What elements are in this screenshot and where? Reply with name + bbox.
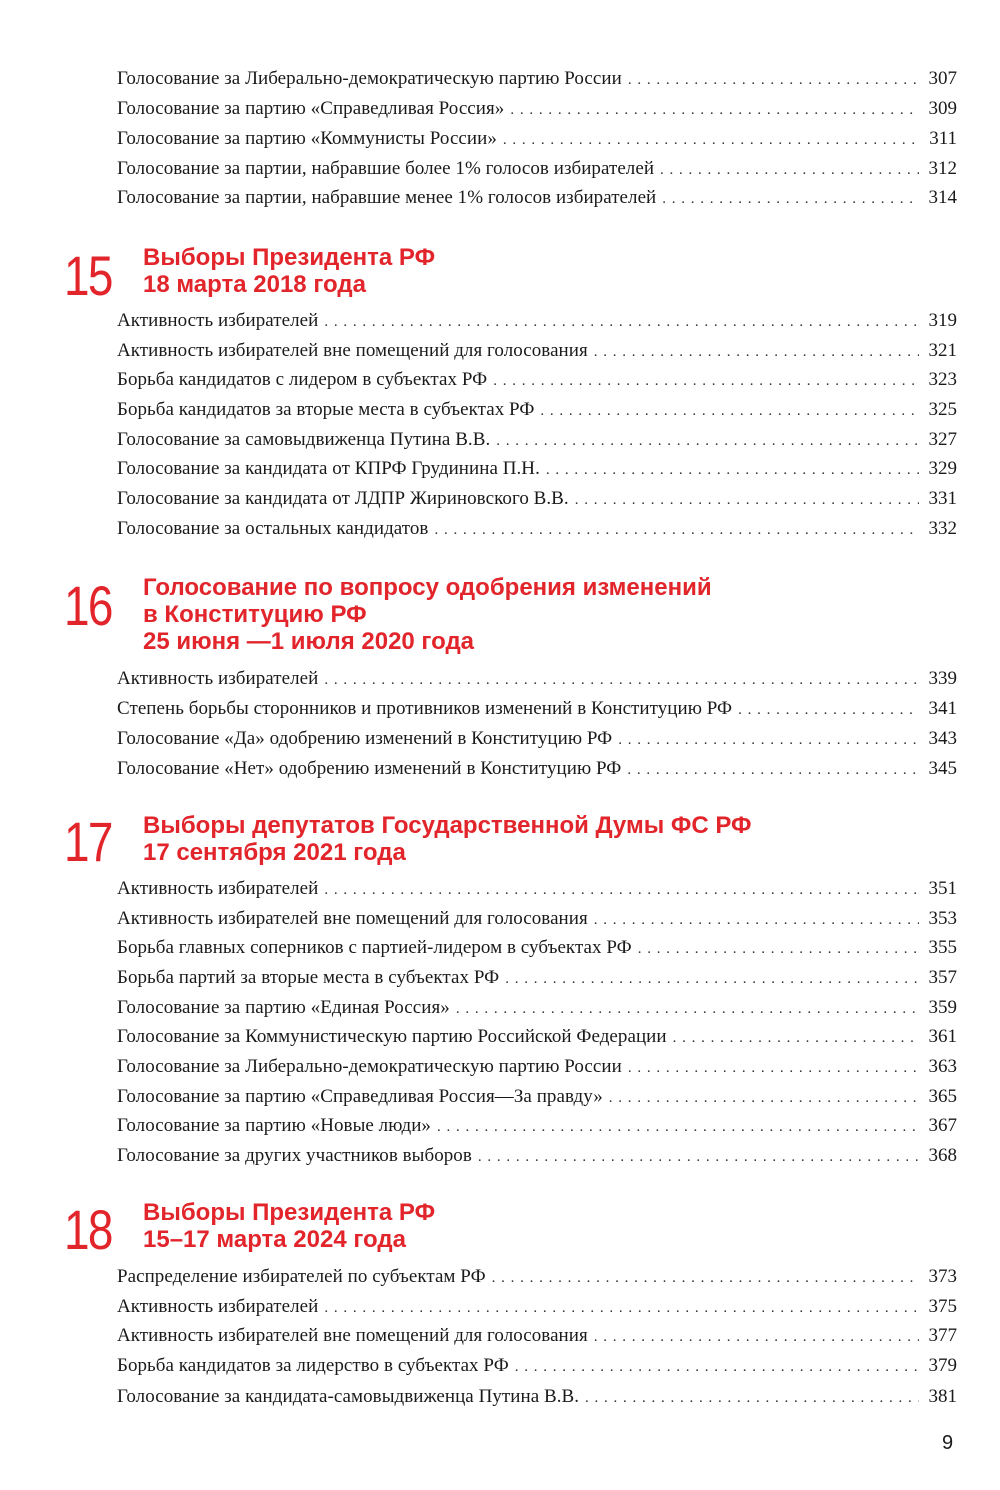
- toc-entry-page: 379: [928, 1355, 957, 1376]
- toc-entry[interactable]: [117, 365, 957, 395]
- toc-entry-title: Активность избирателей вне помещений для голосования: [117, 1325, 588, 1346]
- toc-entry-page: 329: [928, 458, 957, 479]
- toc-entry-title: Активность избирателей вне помещений для голосования: [117, 908, 588, 929]
- toc-entry-title: Голосование «Нет» одобрению изменений в Конституцию РФ: [117, 758, 622, 779]
- toc-entry-page: 373: [928, 1266, 957, 1287]
- toc-entry-title: Голосование за партию «Новые люди»: [117, 1115, 431, 1136]
- toc-entry[interactable]: [117, 1262, 957, 1292]
- toc-entry-page: 309: [928, 98, 957, 119]
- toc-entry[interactable]: [117, 724, 957, 754]
- toc-entry-title: Борьба главных соперников с партией-лидером в субъектах РФ: [117, 937, 632, 958]
- toc-entry-title: Степень борьбы сторонников и противников изменений в Конституцию РФ: [117, 698, 733, 719]
- dot-leader: [324, 665, 919, 695]
- toc-entry-title: Голосование за Коммунистическую партию Российской Федерации: [117, 1026, 667, 1047]
- dot-leader: [594, 1322, 919, 1352]
- dot-leader: [510, 95, 919, 125]
- toc-entry[interactable]: [117, 1292, 957, 1322]
- section-heading-line: Выборы Президента РФ: [143, 1199, 436, 1226]
- toc-entry-page: 314: [928, 187, 957, 208]
- dot-leader: [478, 1142, 919, 1172]
- section-heading: [143, 574, 712, 655]
- section-heading-line: Голосование по вопросу одобрения изменений: [143, 574, 712, 601]
- toc-entry[interactable]: [117, 1351, 957, 1381]
- toc-entry[interactable]: [117, 1141, 957, 1171]
- dot-leader: [434, 515, 919, 545]
- toc-entry-title: Голосование за партии, набравшие менее 1% голосов избирателей: [117, 187, 657, 208]
- dot-leader: [496, 426, 919, 456]
- toc-entry-title: Голосование за партию «Коммунисты России»: [117, 128, 497, 149]
- dot-leader: [628, 1053, 919, 1083]
- toc-entry-page: 375: [928, 1296, 957, 1317]
- toc-entry-title: Активность избирателей: [117, 668, 319, 689]
- dot-leader: [594, 905, 919, 935]
- dot-leader: [324, 1293, 919, 1323]
- section-heading-line: 25 июня —1 июля 2020 года: [143, 628, 475, 655]
- toc-entry-page: 367: [928, 1115, 957, 1136]
- dot-leader: [627, 755, 919, 785]
- toc-entry-title: Голосование за кандидата-самовыдвиженца Путина В.В.: [117, 1386, 580, 1407]
- toc-entry-page: 345: [928, 758, 957, 779]
- dot-leader: [503, 125, 919, 155]
- toc-entry-title: Голосование за самовыдвиженца Путина В.В.: [117, 429, 491, 450]
- toc-entry[interactable]: [117, 514, 957, 544]
- toc-entry-page: 368: [928, 1145, 957, 1166]
- dot-leader: [540, 396, 919, 426]
- toc-entry-page: 343: [928, 728, 957, 749]
- toc-entry[interactable]: [117, 1382, 957, 1412]
- toc-entry[interactable]: [117, 694, 957, 724]
- section-number: 17: [64, 810, 112, 873]
- toc-entry[interactable]: [117, 963, 957, 993]
- toc-entry-page: 361: [928, 1026, 957, 1047]
- dot-leader: [575, 485, 919, 515]
- toc-entry-page: 325: [928, 399, 957, 420]
- section-heading-line: 18 марта 2018 года: [143, 271, 366, 298]
- toc-entry-title: Голосование за партию «Справедливая Россия—За правду»: [117, 1086, 603, 1107]
- toc-entry-page: 353: [928, 908, 957, 929]
- toc-entry[interactable]: [117, 425, 957, 455]
- toc-entry[interactable]: [117, 1111, 957, 1141]
- toc-entry[interactable]: [117, 1052, 957, 1082]
- toc-entry[interactable]: [117, 124, 957, 154]
- toc-entry-page: 319: [928, 310, 957, 331]
- section-number: 18: [64, 1198, 112, 1261]
- toc-entry[interactable]: [117, 754, 957, 784]
- toc-entry-title: Голосование за Либерально-демократическую партию России: [117, 68, 622, 89]
- section-heading-line: 15–17 марта 2024 года: [143, 1226, 406, 1253]
- toc-entry[interactable]: [117, 874, 957, 904]
- toc-entry[interactable]: [117, 484, 957, 514]
- toc-entry-title: Борьба партий за вторые места в субъектах РФ: [117, 967, 500, 988]
- toc-entry[interactable]: [117, 336, 957, 366]
- toc-entry-page: 323: [928, 369, 957, 390]
- toc-entry-title: Голосование за кандидата от ЛДПР Жириновского В.В.: [117, 488, 569, 509]
- toc-entry-title: Активность избирателей: [117, 1296, 319, 1317]
- toc-entry-title: Голосование за других участников выборов: [117, 1145, 472, 1166]
- section-heading: [143, 244, 435, 298]
- toc-entry-title: Борьба кандидатов за вторые места в субъектах РФ: [117, 399, 535, 420]
- toc-entry-title: Голосование за Либерально-демократическую партию России: [117, 1056, 622, 1077]
- section-heading: [143, 1199, 435, 1253]
- dot-leader: [628, 65, 919, 95]
- dot-leader: [609, 1083, 919, 1113]
- toc-entry[interactable]: [117, 454, 957, 484]
- toc-entry-page: 311: [929, 128, 957, 149]
- toc-entry-page: 381: [928, 1386, 957, 1407]
- toc-entry-page: 355: [928, 937, 957, 958]
- toc-entry-page: 307: [928, 68, 957, 89]
- toc-entry-page: 351: [928, 878, 957, 899]
- toc-entry[interactable]: [117, 993, 957, 1023]
- toc-entry-title: Активность избирателей: [117, 878, 319, 899]
- section-number: 16: [64, 574, 112, 637]
- toc-entry[interactable]: [117, 306, 957, 336]
- dot-leader: [437, 1112, 919, 1142]
- dot-leader: [594, 337, 919, 367]
- section-heading-line: 17 сентября 2021 года: [143, 839, 406, 866]
- toc-entry-page: 359: [928, 997, 957, 1018]
- toc-entry[interactable]: [117, 395, 957, 425]
- toc-entry-title: Голосование за остальных кандидатов: [117, 518, 429, 539]
- toc-entry[interactable]: [117, 1022, 957, 1052]
- toc-entry[interactable]: [117, 183, 957, 213]
- toc-entry-page: 377: [928, 1325, 957, 1346]
- dot-leader: [618, 725, 919, 755]
- toc-entry-page: 327: [928, 429, 957, 450]
- dot-leader: [738, 695, 919, 725]
- page-number: 9: [942, 1432, 954, 1454]
- toc-entry[interactable]: [117, 1321, 957, 1351]
- toc-entry-title: Голосование за партию «Единая Россия»: [117, 997, 450, 1018]
- toc-entry-title: Голосование за кандидата от КПРФ Грудинина П.Н.: [117, 458, 540, 479]
- toc-entry-page: 365: [928, 1086, 957, 1107]
- dot-leader: [493, 366, 919, 396]
- toc-entry[interactable]: [117, 933, 957, 963]
- dot-leader: [585, 1383, 919, 1413]
- toc-entry-page: 357: [928, 967, 957, 988]
- dot-leader: [660, 155, 919, 185]
- dot-leader: [673, 1023, 919, 1053]
- section-heading-line: Выборы депутатов Государственной Думы ФС РФ: [143, 812, 752, 839]
- dot-leader: [546, 455, 919, 485]
- toc-entry-page: 321: [928, 340, 957, 361]
- toc-entry-title: Распределение избирателей по субъектам РФ: [117, 1266, 486, 1287]
- dot-leader: [324, 875, 919, 905]
- dot-leader: [638, 934, 919, 964]
- section-heading-line: в Конституцию РФ: [143, 601, 367, 628]
- toc-entry[interactable]: [117, 154, 957, 184]
- toc-entry-title: Голосование за партии, набравшие более 1% голосов избирателей: [117, 158, 655, 179]
- toc-entry-title: Активность избирателей вне помещений для голосования: [117, 340, 588, 361]
- dot-leader: [505, 964, 919, 994]
- toc-entry-page: 363: [928, 1056, 957, 1077]
- toc-entry-title: Голосование «Да» одобрению изменений в Конституцию РФ: [117, 728, 613, 749]
- toc-entry-page: 341: [928, 698, 957, 719]
- dot-leader: [492, 1263, 919, 1293]
- toc-entry-title: Борьба кандидатов за лидерство в субъектах РФ: [117, 1355, 509, 1376]
- toc-entry-title: Борьба кандидатов с лидером в субъектах РФ: [117, 369, 488, 390]
- toc-entry-page: 332: [928, 518, 957, 539]
- toc-entry[interactable]: [117, 1082, 957, 1112]
- section-number: 15: [64, 244, 112, 307]
- toc-entry-title: Голосование за партию «Справедливая Россия»: [117, 98, 505, 119]
- dot-leader: [456, 994, 919, 1024]
- toc-entry[interactable]: [117, 94, 957, 124]
- dot-leader: [324, 307, 919, 337]
- dot-leader: [662, 184, 919, 214]
- toc-entry-page: 339: [928, 668, 957, 689]
- toc-entry[interactable]: [117, 664, 957, 694]
- section-heading: [143, 812, 752, 866]
- dot-leader: [515, 1352, 919, 1382]
- toc-entry[interactable]: [117, 64, 957, 94]
- toc-entry[interactable]: [117, 904, 957, 934]
- section-heading-line: Выборы Президента РФ: [143, 244, 436, 271]
- toc-entry-title: Активность избирателей: [117, 310, 319, 331]
- toc-entry-page: 331: [928, 488, 957, 509]
- toc-entry-page: 312: [928, 158, 957, 179]
